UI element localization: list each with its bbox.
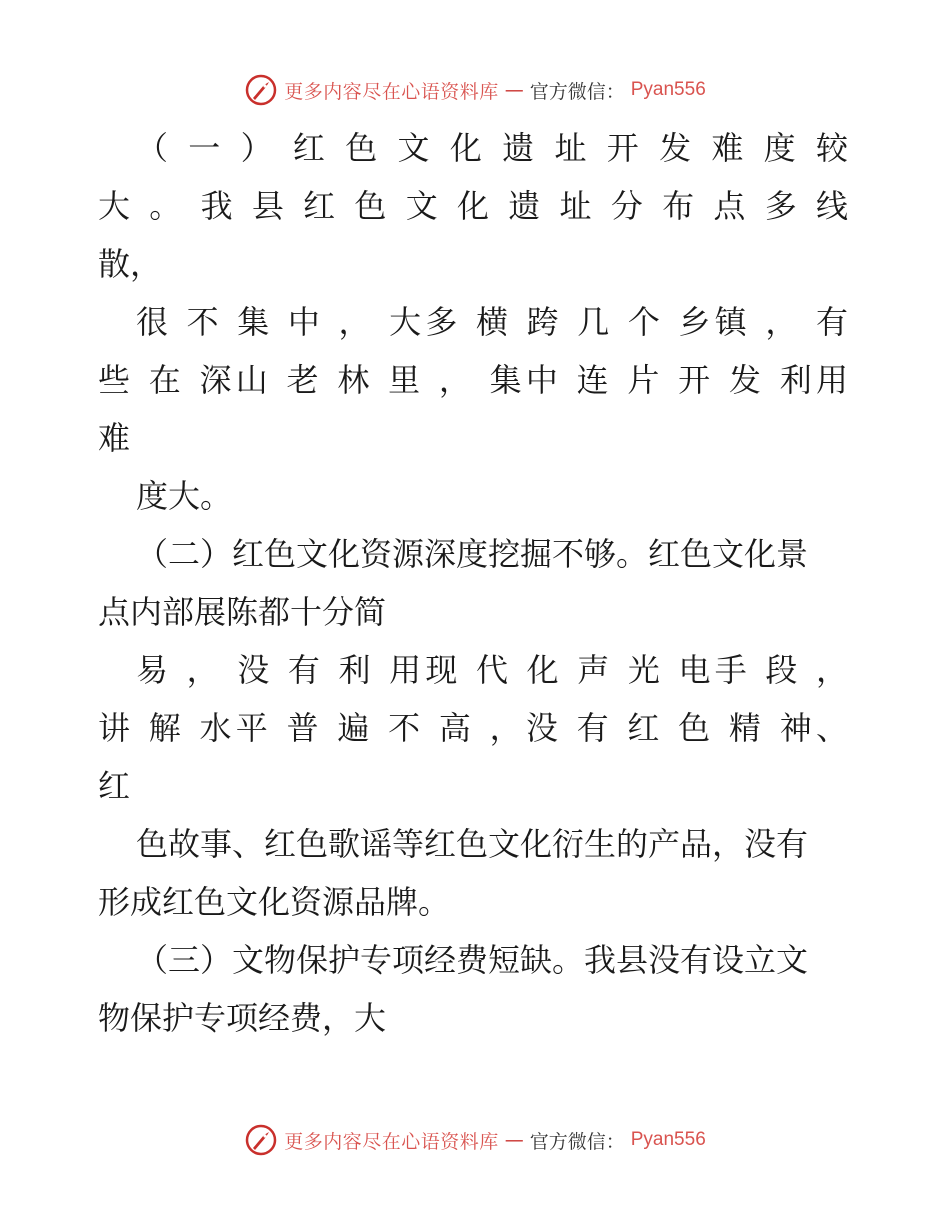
body-line-5: 些 在 深山 老 林 里 ， 集中 连 片 开 发 利用: [98, 361, 848, 399]
banner-wechat-label: 官方微信：: [529, 80, 625, 103]
body-line-10: 易 ， 没 有 利 用现 代 化 声 光 电手 段 ，: [136, 651, 848, 689]
banner-wechat-id: Pyan556: [630, 79, 706, 100]
pen-nib-logo-icon: [244, 73, 278, 107]
body-line-2: 大 。 我 县 红 色 文 化 遗 址 分 布 点 多 线: [98, 187, 848, 225]
body-line-12: 红: [98, 767, 131, 805]
body-line-3: 散，: [98, 245, 163, 283]
body-line-16: 物保护专项经费，大: [98, 999, 387, 1037]
body-line-8: （二）红色文化资源深度挖掘不够。红色文化景: [136, 535, 809, 573]
body-line-11: 讲 解 水平 普 遍 不 高 ，没 有 红 色 精 神、: [98, 709, 848, 747]
banner-slogan: 更多内容尽在心语资料库: [284, 80, 499, 103]
body-line-7: 度大。: [136, 477, 233, 515]
banner-wechat-id: Pyan556: [630, 1129, 706, 1150]
banner-slogan: 更多内容尽在心语资料库: [284, 1130, 499, 1153]
banner-wechat-label: 官方微信：: [529, 1130, 625, 1153]
header-banner: [0, 70, 950, 110]
footer-banner: [0, 1120, 950, 1160]
body-line-9: 点内部展陈都十分简: [98, 593, 387, 631]
body-line-6: 难: [98, 419, 131, 457]
body-line-14: 形成红色文化资源品牌。: [98, 883, 451, 921]
banner-separator: —: [504, 79, 524, 101]
body-line-4: 很 不 集 中 ， 大多 横 跨 几 个 乡镇 ， 有: [136, 303, 848, 341]
body-line-13: 色故事、红色歌谣等红色文化衍生的产品，没有: [136, 825, 809, 863]
body-line-1: （ 一 ） 红 色 文 化 遗 址 开 发 难 度 较: [136, 129, 848, 167]
banner-separator: —: [504, 1129, 524, 1151]
body-line-15: （三）文物保护专项经费短缺。我县没有设立文: [136, 941, 809, 979]
pen-nib-logo-icon: [244, 1123, 278, 1157]
